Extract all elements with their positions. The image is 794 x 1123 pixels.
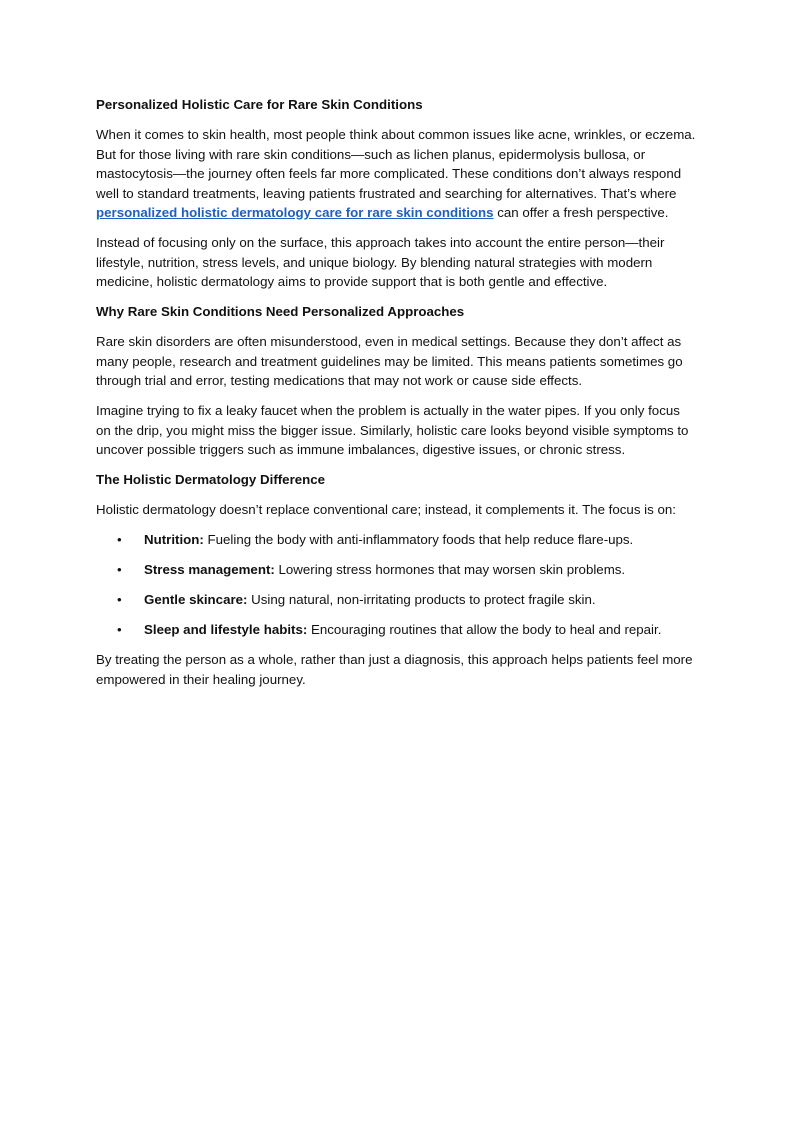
holistic-care-link[interactable]: personalized holistic dermatology care for rare skin conditions	[96, 205, 494, 220]
list-item	[96, 620, 696, 640]
rare-conditions-paragraph-1: Rare skin disorders are often misunderstood, even in medical settings. Because they don’t affect as many people, research and treatment guidelines may be limited. This means patients sometimes go through trial and error, testing medications that may not work or cause side effects.	[96, 334, 683, 388]
list-item	[96, 530, 696, 550]
intro-text-after-link: can offer a fresh perspective.	[493, 205, 669, 220]
list-item-label: Stress management:	[144, 562, 275, 577]
bullet-icon: •	[117, 622, 122, 637]
list-item-label: Nutrition:	[144, 532, 204, 547]
approach-paragraph: Instead of focusing only on the surface, this approach takes into account the entire person—their lifestyle, nutrition, stress levels, and unique biology. By blending natural strategies with modern medicine, holistic dermatology aims to provide support that is both gentle and effective.	[96, 235, 665, 289]
list-item-text: Encouraging routines that allow the body to heal and repair.	[307, 622, 662, 637]
holistic-difference-intro: Holistic dermatology doesn’t replace conventional care; instead, it complements it. The focus is on:	[96, 502, 676, 517]
list-item	[96, 560, 696, 580]
list-item-text: Fueling the body with anti-inflammatory foods that help reduce flare-ups.	[203, 532, 634, 547]
list-item-text: Lowering stress hormones that may worsen skin problems.	[274, 562, 626, 577]
list-item	[96, 590, 696, 610]
rare-conditions-paragraph-2: Imagine trying to fix a leaky faucet when the problem is actually in the water pipes. If you only focus on the drip, you might miss the bigger issue. Similarly, holistic care looks beyond visible symptoms to uncover possible triggers such as immune imbalances, digestive issues, or chronic stress.	[96, 403, 689, 457]
bullet-icon: •	[117, 562, 122, 577]
section-heading-holistic-difference: The Holistic Dermatology Difference	[96, 472, 326, 487]
list-item-text: Using natural, non-irritating products to protect fragile skin.	[247, 592, 596, 607]
bullet-icon: •	[117, 592, 122, 607]
focus-list	[96, 530, 696, 640]
document-title: Personalized Holistic Care for Rare Skin Conditions	[96, 97, 423, 112]
list-item-label: Gentle skincare:	[144, 592, 248, 607]
bullet-icon: •	[117, 532, 122, 547]
intro-text-before-link: When it comes to skin health, most people think about common issues like acne, wrinkles, or eczema. But for those living with rare skin conditions—such as lichen planus, epidermolysis bullosa, or mastocytosis—the journey often feels far more complicated. These conditions don’t always respond well to standard treatments, leaving patients frustrated and searching for alternatives. That’s where	[96, 127, 696, 201]
intro-paragraph	[96, 125, 696, 223]
closing-paragraph: By treating the person as a whole, rather than just a diagnosis, this approach helps patients feel more empowered in their healing journey.	[96, 652, 693, 687]
section-heading-rare-conditions: Why Rare Skin Conditions Need Personalized Approaches	[96, 304, 465, 319]
document-page	[96, 95, 696, 700]
list-item-label: Sleep and lifestyle habits:	[144, 622, 308, 637]
